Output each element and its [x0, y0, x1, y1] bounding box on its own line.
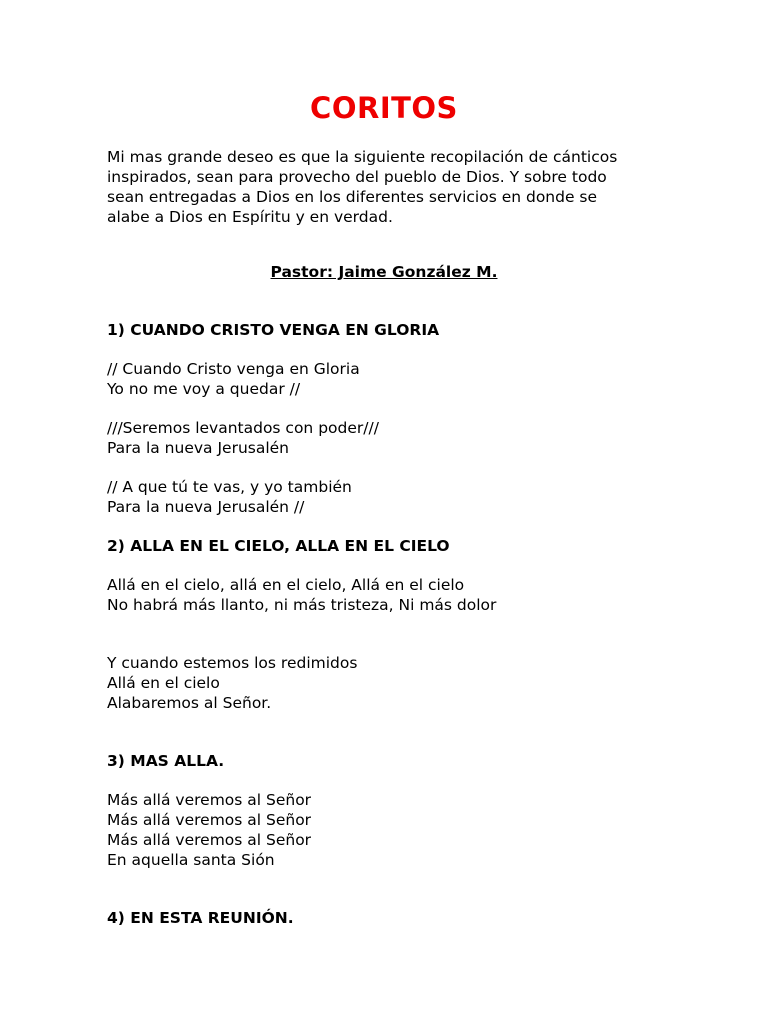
- lyric-line: Más allá veremos al Señor: [107, 811, 312, 829]
- author-line: Pastor: Jaime González M.: [270, 263, 498, 281]
- song-1-stanza-1: [107, 359, 360, 399]
- lyric-line: Allá en el cielo, allá en el cielo, Allá en el cielo: [107, 576, 465, 594]
- lyric-line: // A que tú te vas, y yo también: [107, 478, 352, 496]
- song-2-stanza-1: [107, 575, 496, 615]
- lyric-line: Y cuando estemos los redimidos: [107, 654, 358, 672]
- song-3-stanza-1: [107, 790, 311, 870]
- song-1-stanza-2: [107, 418, 379, 458]
- lyric-line: Allá en el cielo: [107, 674, 220, 692]
- intro-line: Mi mas grande deseo es que la siguiente recopilación de cánticos: [107, 148, 618, 166]
- song-heading-1: 1) CUANDO CRISTO VENGA EN GLORIA: [107, 321, 440, 339]
- lyric-line: Para la nueva Jerusalén: [107, 439, 290, 457]
- song-2-stanza-2: [107, 653, 357, 713]
- lyric-line: Para la nueva Jerusalén //: [107, 498, 305, 516]
- lyric-line: // Cuando Cristo venga en Gloria: [107, 360, 360, 378]
- document-title: CORITOS: [310, 91, 458, 125]
- lyric-line: Yo no me voy a quedar //: [107, 380, 301, 398]
- lyric-line: Más allá veremos al Señor: [107, 831, 312, 849]
- intro-line: alabe a Dios en Espíritu y en verdad.: [107, 208, 393, 226]
- lyric-line: No habrá más llanto, ni más tristeza, Ni más dolor: [107, 596, 497, 614]
- lyric-line: ///Seremos levantados con poder///: [107, 419, 379, 437]
- lyric-line: En aquella santa Sión: [107, 851, 275, 869]
- lyric-line: Alabaremos al Señor.: [107, 694, 272, 712]
- intro-line: inspirados, sean para provecho del pueblo de Dios. Y sobre todo: [107, 168, 607, 186]
- song-heading-4: 4) EN ESTA REUNIÓN.: [107, 909, 294, 927]
- song-heading-2: 2) ALLA EN EL CIELO, ALLA EN EL CIELO: [107, 537, 450, 555]
- lyric-line: Más allá veremos al Señor: [107, 791, 312, 809]
- song-heading-3: 3) MAS ALLA.: [107, 752, 225, 770]
- song-1-stanza-3: [107, 477, 352, 517]
- intro-line: sean entregadas a Dios en los diferentes servicios en donde se: [107, 188, 598, 206]
- intro-paragraph: [107, 147, 667, 227]
